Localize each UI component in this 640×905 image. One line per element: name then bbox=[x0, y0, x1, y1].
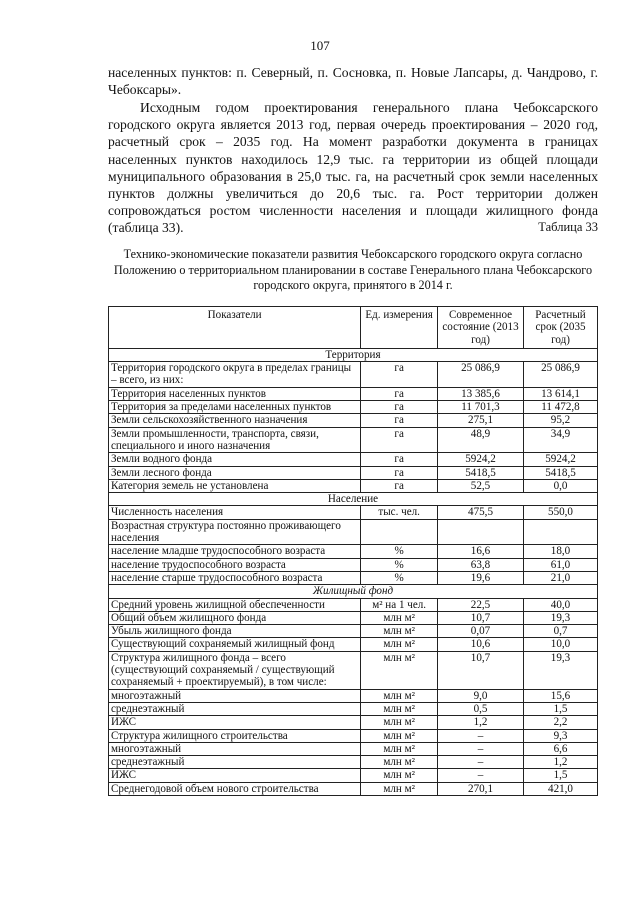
cell-unit: % bbox=[361, 571, 438, 584]
section-row bbox=[109, 493, 598, 506]
cell-target: 9,3 bbox=[524, 729, 598, 742]
cell-target: 11 472,8 bbox=[524, 401, 598, 414]
table-row bbox=[109, 519, 598, 545]
cell-target: 19,3 bbox=[524, 651, 598, 689]
cell-unit: млн м² bbox=[361, 716, 438, 729]
paragraph-settlements: населенных пунктов: п. Северный, п. Сосновка, п. Новые Лапсары, д. Чандрово, г. Чебоксары». bbox=[108, 65, 598, 98]
cell-target: 6,6 bbox=[524, 742, 598, 755]
cell-indicator: Земли промышленности, транспорта, связи, специального и иного назначения bbox=[109, 427, 361, 453]
header-indicator: Показатели bbox=[109, 307, 361, 349]
cell-unit: га bbox=[361, 427, 438, 453]
cell-target: 5924,2 bbox=[524, 453, 598, 466]
cell-unit: га bbox=[361, 479, 438, 492]
cell-indicator: многоэтажный bbox=[109, 742, 361, 755]
cell-target: 15,6 bbox=[524, 689, 598, 702]
cell-target: 1,5 bbox=[524, 769, 598, 782]
table-row bbox=[109, 571, 598, 584]
table-row bbox=[109, 742, 598, 755]
cell-current: – bbox=[438, 742, 524, 755]
cell-current: 9,0 bbox=[438, 689, 524, 702]
cell-unit: га bbox=[361, 414, 438, 427]
cell-current: 52,5 bbox=[438, 479, 524, 492]
cell-target: 25 086,9 bbox=[524, 362, 598, 388]
table-row bbox=[109, 545, 598, 558]
cell-indicator: Численность населения bbox=[109, 506, 361, 519]
cell-indicator: среднеэтажный bbox=[109, 702, 361, 715]
cell-target: 0,0 bbox=[524, 479, 598, 492]
cell-current: 5924,2 bbox=[438, 453, 524, 466]
cell-current: 25 086,9 bbox=[438, 362, 524, 388]
cell-current: – bbox=[438, 769, 524, 782]
cell-current: 10,6 bbox=[438, 638, 524, 651]
cell-unit: тыс. чел. bbox=[361, 506, 438, 519]
cell-current: 5418,5 bbox=[438, 466, 524, 479]
cell-target: 19,3 bbox=[524, 611, 598, 624]
cell-unit: млн м² bbox=[361, 756, 438, 769]
cell-indicator: Среднегодовой объем нового строительства bbox=[109, 782, 361, 795]
header-unit: Ед. измерения bbox=[361, 307, 438, 349]
cell-indicator: Структура жилищного строительства bbox=[109, 729, 361, 742]
cell-target: 5418,5 bbox=[524, 466, 598, 479]
cell-unit: млн м² bbox=[361, 769, 438, 782]
table-row bbox=[109, 756, 598, 769]
cell-indicator: Общий объем жилищного фонда bbox=[109, 611, 361, 624]
cell-target: 18,0 bbox=[524, 545, 598, 558]
table-row bbox=[109, 729, 598, 742]
table-row bbox=[109, 401, 598, 414]
cell-unit: млн м² bbox=[361, 611, 438, 624]
cell-current: 16,6 bbox=[438, 545, 524, 558]
table-row bbox=[109, 362, 598, 388]
table-row bbox=[109, 782, 598, 795]
cell-target: 13 614,1 bbox=[524, 387, 598, 400]
cell-unit: млн м² bbox=[361, 625, 438, 638]
cell-unit: млн м² bbox=[361, 651, 438, 689]
cell-unit: млн м² bbox=[361, 689, 438, 702]
cell-unit: млн м² bbox=[361, 742, 438, 755]
cell-current: 10,7 bbox=[438, 651, 524, 689]
cell-indicator: Территория городского округа в пределах границы – всего, из них: bbox=[109, 362, 361, 388]
cell-target: 1,5 bbox=[524, 702, 598, 715]
cell-indicator: Убыль жилищного фонда bbox=[109, 625, 361, 638]
cell-indicator: население трудоспособного возраста bbox=[109, 558, 361, 571]
cell-target: 10,0 bbox=[524, 638, 598, 651]
cell-unit: м² на 1 чел. bbox=[361, 598, 438, 611]
table-row bbox=[109, 689, 598, 702]
table-row bbox=[109, 769, 598, 782]
cell-target: 21,0 bbox=[524, 571, 598, 584]
cell-indicator: Земли водного фонда bbox=[109, 453, 361, 466]
cell-unit: га bbox=[361, 387, 438, 400]
table-row bbox=[109, 651, 598, 689]
table-row bbox=[109, 466, 598, 479]
cell-indicator: Структура жилищного фонда – всего (существующий сохраняемый / существующий сохраняемый + проектируемый), в том числе: bbox=[109, 651, 361, 689]
table-header-row bbox=[109, 307, 598, 349]
cell-indicator: Земли сельскохозяйственного назначения bbox=[109, 414, 361, 427]
table-row bbox=[109, 558, 598, 571]
cell-current: 275,1 bbox=[438, 414, 524, 427]
cell-current: 1,2 bbox=[438, 716, 524, 729]
cell-current: 22,5 bbox=[438, 598, 524, 611]
cell-unit: млн м² bbox=[361, 638, 438, 651]
section-title: Территория bbox=[109, 348, 598, 361]
cell-target: 0,7 bbox=[524, 625, 598, 638]
cell-indicator: Категория земель не установлена bbox=[109, 479, 361, 492]
section-row bbox=[109, 585, 598, 598]
table-row bbox=[109, 702, 598, 715]
cell-unit bbox=[361, 519, 438, 545]
cell-current bbox=[438, 519, 524, 545]
indicators-table bbox=[108, 306, 598, 796]
header-current: Современное состояние (2013 год) bbox=[438, 307, 524, 349]
table-body bbox=[109, 348, 598, 795]
cell-target bbox=[524, 519, 598, 545]
cell-target: 421,0 bbox=[524, 782, 598, 795]
cell-target: 34,9 bbox=[524, 427, 598, 453]
cell-indicator: Средний уровень жилищной обеспеченности bbox=[109, 598, 361, 611]
table-row bbox=[109, 611, 598, 624]
cell-current: 0,5 bbox=[438, 702, 524, 715]
cell-current: 48,9 bbox=[438, 427, 524, 453]
cell-target: 550,0 bbox=[524, 506, 598, 519]
cell-current: 19,6 bbox=[438, 571, 524, 584]
table-row bbox=[109, 453, 598, 466]
cell-unit: га bbox=[361, 362, 438, 388]
table-row bbox=[109, 387, 598, 400]
cell-current: – bbox=[438, 756, 524, 769]
cell-current: 10,7 bbox=[438, 611, 524, 624]
table-caption: Технико-экономические показатели развития Чебоксарского городского округа согласно Положению о территориальном планировании в составе Генерального плана Чебоксарского городского округа, принятого в 2014 г. bbox=[113, 247, 593, 292]
cell-indicator: многоэтажный bbox=[109, 689, 361, 702]
section-title: Жилищный фонд bbox=[109, 585, 598, 598]
cell-current: 13 385,6 bbox=[438, 387, 524, 400]
cell-indicator: Возрастная структура постоянно проживающего населения bbox=[109, 519, 361, 545]
section-row bbox=[109, 348, 598, 361]
cell-indicator: Территория населенных пунктов bbox=[109, 387, 361, 400]
table-row bbox=[109, 506, 598, 519]
cell-unit: га bbox=[361, 401, 438, 414]
cell-unit: млн м² bbox=[361, 782, 438, 795]
table-row bbox=[109, 427, 598, 453]
table-row bbox=[109, 598, 598, 611]
cell-unit: % bbox=[361, 558, 438, 571]
header-target: Расчетный срок (2035 год) bbox=[524, 307, 598, 349]
table-row bbox=[109, 716, 598, 729]
paragraph-planning-years: Исходным годом проектирования генерального плана Чебоксарского городского округа является 2013 год, первая очередь проектирования – 2020 год, расчетный срок – 2035 год. На момент разработки документа в границах населенных пунктов находилось 12,9 тыс. га территории из общей площади муниципального образования в 25,0 тыс. га, на расчетный срок земли населенных пунктов должны увеличиться до 20,6 тыс. га. Рост территории должен сопровождаться ростом численности населения и площади жилищного фонда (таблица 33). bbox=[108, 100, 598, 236]
cell-target: 61,0 bbox=[524, 558, 598, 571]
cell-target: 2,2 bbox=[524, 716, 598, 729]
cell-unit: млн м² bbox=[361, 702, 438, 715]
cell-target: 40,0 bbox=[524, 598, 598, 611]
cell-unit: % bbox=[361, 545, 438, 558]
cell-current: 475,5 bbox=[438, 506, 524, 519]
cell-unit: га bbox=[361, 453, 438, 466]
cell-current: 0,07 bbox=[438, 625, 524, 638]
cell-indicator: население младше трудоспособного возраста bbox=[109, 545, 361, 558]
cell-current: 270,1 bbox=[438, 782, 524, 795]
cell-indicator: Существующий сохраняемый жилищный фонд bbox=[109, 638, 361, 651]
cell-indicator: Земли лесного фонда bbox=[109, 466, 361, 479]
cell-current: 11 701,3 bbox=[438, 401, 524, 414]
cell-indicator: население старше трудоспособного возраста bbox=[109, 571, 361, 584]
cell-target: 1,2 bbox=[524, 756, 598, 769]
table-row bbox=[109, 625, 598, 638]
cell-unit: га bbox=[361, 466, 438, 479]
page-number: 107 bbox=[310, 38, 330, 53]
cell-indicator: среднеэтажный bbox=[109, 756, 361, 769]
cell-indicator: ИЖС bbox=[109, 769, 361, 782]
cell-indicator: ИЖС bbox=[109, 716, 361, 729]
cell-indicator: Территория за пределами населенных пунктов bbox=[109, 401, 361, 414]
table-row bbox=[109, 638, 598, 651]
table-row bbox=[109, 479, 598, 492]
cell-current: – bbox=[438, 729, 524, 742]
cell-unit: млн м² bbox=[361, 729, 438, 742]
cell-current: 63,8 bbox=[438, 558, 524, 571]
section-title: Население bbox=[109, 493, 598, 506]
table-row bbox=[109, 414, 598, 427]
table-reference: Таблица 33 bbox=[538, 220, 598, 234]
cell-target: 95,2 bbox=[524, 414, 598, 427]
